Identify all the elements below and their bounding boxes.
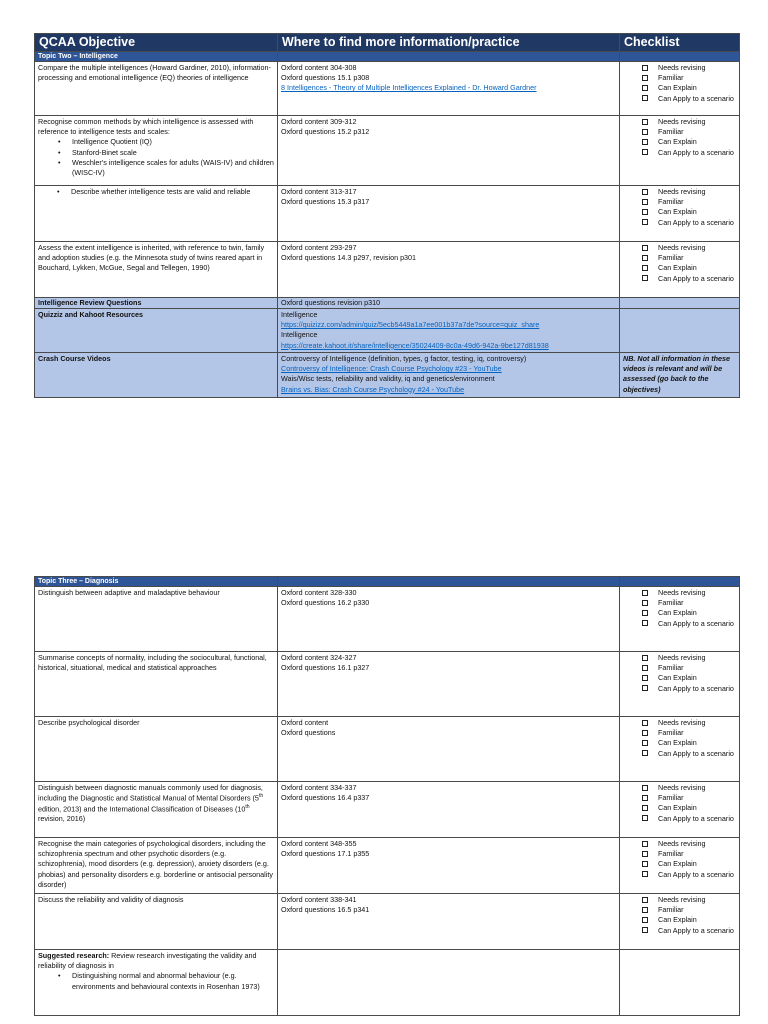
checkbox-icon[interactable] (642, 795, 648, 801)
checkbox-icon[interactable] (642, 255, 648, 261)
checkbox-icon[interactable] (642, 927, 648, 933)
objective-cell: Distinguish between adaptive and maladaptive behaviour (35, 587, 278, 652)
checklist-item[interactable]: Needs revising (642, 718, 736, 728)
objective-cell: Describe psychological disorder (35, 717, 278, 782)
quizziz-label: Quizziz and Kahoot Resources (35, 309, 278, 353)
checklist-item[interactable]: Familiar (642, 253, 736, 263)
info-cell: Oxford content Oxford questions (278, 717, 620, 782)
objective-cell (35, 186, 278, 242)
checklist-item[interactable]: Can Apply to a scenario (642, 148, 736, 158)
checkbox-icon[interactable] (642, 851, 648, 857)
research-row (35, 950, 740, 1016)
checklist-item[interactable]: Familiar (642, 905, 736, 915)
checklist-cell (620, 894, 740, 950)
checklist-item[interactable]: Can Explain (642, 915, 736, 925)
bullet-item: • Stanford-Binet scale (58, 148, 274, 158)
crash-course-note: NB. Not all information in these videos is relevant and will be assessed (go back to the objectives) (620, 353, 740, 398)
checklist-item[interactable]: Needs revising (642, 895, 736, 905)
crash-course-info: Controversy of Intelligence (definition, types, g factor, testing, iq, controversy) Controversy of Intelligence: Crash Course Psychology #23 - YouTube Wais/Wisc tests, reliability and validity, iq and genetics/environment Brains vs. Bias: Crash Course Psychology #24 - YouTube (278, 353, 620, 398)
checklist-item[interactable]: Can Explain (642, 859, 736, 869)
checkbox-icon[interactable] (642, 815, 648, 821)
checkbox-icon[interactable] (642, 785, 648, 791)
checkbox-icon[interactable] (642, 861, 648, 867)
checkbox-icon[interactable] (642, 805, 648, 811)
checklist-item[interactable]: Can Apply to a scenario (642, 274, 736, 284)
header-objective: QCAA Objective (35, 34, 278, 52)
checkbox-icon[interactable] (642, 199, 648, 205)
checklist-item[interactable]: Familiar (642, 73, 736, 83)
checklist-item[interactable]: Needs revising (642, 588, 736, 598)
checklist-item[interactable]: Needs revising (642, 783, 736, 793)
info-cell: Oxford content 328-330 Oxford questions 16.2 p330 (278, 587, 620, 652)
checklist-item[interactable]: Familiar (642, 728, 736, 738)
checkbox-icon[interactable] (642, 720, 648, 726)
quizizz-link[interactable]: https://quizizz.com/admin/quiz/5ecb5449a1a7ee001b37a7de?source=quiz_share (281, 320, 540, 330)
checkbox-icon[interactable] (642, 139, 648, 145)
topic-title: Topic Two – Intelligence (35, 52, 278, 62)
table-row (35, 62, 740, 116)
checklist-cell (620, 587, 740, 652)
bullet-item: • Describe whether intelligence tests are valid and reliable (57, 187, 274, 197)
info-cell: Oxford content 313-317 Oxford questions 15.3 p317 (278, 186, 620, 242)
checklist-cell (620, 62, 740, 116)
checklist-item[interactable]: Can Explain (642, 803, 736, 813)
checklist-item[interactable]: Needs revising (642, 117, 736, 127)
checklist-item[interactable]: Can Apply to a scenario (642, 218, 736, 228)
gardner-video-link[interactable]: 8 Intelligences - Theory of Multiple Intelligences Explained - Dr. Howard Gardner (281, 83, 537, 93)
kahoot-link[interactable]: https://create.kahoot.it/share/intelligence/35024409-8c0a-49d6-942a-9be127d81938 (281, 340, 549, 350)
table-row (35, 894, 740, 950)
checkbox-icon[interactable] (642, 129, 648, 135)
checkbox-icon[interactable] (642, 149, 648, 155)
checkbox-icon[interactable] (642, 610, 648, 616)
objective-cell: Recognise common methods by which intelligence is assessed with reference to intelligence tests and scales: • Intelligence Quotient (IQ) • Stanford-Binet scale • Weschler's intelligence scales for adults (WAIS-IV) and children (WISC-IV) (35, 116, 278, 186)
quizziz-row (35, 309, 740, 353)
checklist-item[interactable]: Familiar (642, 663, 736, 673)
checkbox-icon[interactable] (642, 245, 648, 251)
objective-cell: Summarise concepts of normality, including the sociocultural, functional, historical, situational, medical and statistical approaches (35, 652, 278, 717)
objective-cell: Assess the extent intelligence is inherited, with reference to twin, family and adoption studies (e.g. the Minnesota study of twins reared apart in Bouchard, Lykken, McGue, Segal and Tellegen, 1990) (35, 242, 278, 298)
checklist-item[interactable]: Needs revising (642, 653, 736, 663)
checkbox-icon[interactable] (642, 871, 648, 877)
objective-cell: Recognise the main categories of psychological disorders, including the schizophrenia spectrum and other psychotic disorders (e.g. schizophrenia), mood disorders (e.g. depression), anxiety disorders (e.g. phobias) and personality disorders e.g. borderline or antisocial personality disorder) (35, 838, 278, 894)
table-row (35, 652, 740, 717)
checklist-item[interactable]: Can Apply to a scenario (642, 814, 736, 824)
checkbox-icon[interactable] (642, 750, 648, 756)
checkbox-icon[interactable] (642, 917, 648, 923)
intelligence-table (34, 33, 740, 398)
checkbox-icon[interactable] (642, 275, 648, 281)
bullet-item: • Intelligence Quotient (IQ) (58, 137, 274, 147)
objective-cell: Discuss the reliability and validity of diagnosis (35, 894, 278, 950)
checkbox-icon[interactable] (642, 590, 648, 596)
info-line: Oxford content 304-308 (281, 63, 357, 72)
checklist-item[interactable]: Can Apply to a scenario (642, 684, 736, 694)
checklist-cell (620, 838, 740, 894)
topic-row (35, 577, 740, 587)
checklist-item[interactable]: Can Apply to a scenario (642, 926, 736, 936)
objective-cell: Distinguish between diagnostic manuals commonly used for diagnosis, including the Diagnostic and Statistical Manual of Mental Disorders (5th edition, 2013) and the International Classification of Diseases (10th revision, 2016) (35, 782, 278, 838)
checkbox-icon[interactable] (642, 685, 648, 691)
checklist-item[interactable]: Needs revising (642, 63, 736, 73)
table-row (35, 186, 740, 242)
checklist-cell (620, 782, 740, 838)
checkbox-icon[interactable] (642, 219, 648, 225)
info-cell: Oxford content 348-355 Oxford questions 17.1 p355 (278, 838, 620, 894)
checklist-item[interactable]: Can Explain (642, 673, 736, 683)
checkbox-icon[interactable] (642, 65, 648, 71)
table-row (35, 242, 740, 298)
topic-title: Topic Three – Diagnosis (35, 577, 278, 587)
diagnosis-table (34, 576, 740, 1016)
checkbox-icon[interactable] (642, 265, 648, 271)
bullet-item: • Weschler's intelligence scales for adults (WAIS-IV) and children (WISC-IV) (58, 158, 274, 178)
crash-course-23-link[interactable]: Controversy of Intelligence: Crash Course Psychology #23 - YouTube (281, 364, 502, 374)
checkbox-icon[interactable] (642, 85, 648, 91)
checklist-item[interactable]: Familiar (642, 197, 736, 207)
info-cell: Oxford content 338-341 Oxford questions 16.5 p341 (278, 894, 620, 950)
crash-course-label: Crash Course Videos (35, 353, 278, 398)
checkbox-icon[interactable] (642, 95, 648, 101)
info-cell: Oxford content 324-327 Oxford questions 16.1 p327 (278, 652, 620, 717)
crash-course-24-link[interactable]: Brains vs. Bias: Crash Course Psychology #24 - YouTube (281, 384, 465, 394)
checklist-cell (620, 717, 740, 782)
table-row (35, 587, 740, 652)
checkbox-icon[interactable] (642, 730, 648, 736)
checklist-item[interactable]: Can Explain (642, 207, 736, 217)
checkbox-icon[interactable] (642, 841, 648, 847)
checklist-item[interactable]: Familiar (642, 127, 736, 137)
checklist-cell (620, 116, 740, 186)
checklist-item[interactable]: Familiar (642, 849, 736, 859)
header-checklist: Checklist (620, 34, 740, 52)
checklist-item[interactable]: Can Apply to a scenario (642, 870, 736, 880)
header-info: Where to find more information/practice (278, 34, 620, 52)
checklist-item[interactable]: Needs revising (642, 243, 736, 253)
checklist-item[interactable]: Can Explain (642, 738, 736, 748)
checklist-item[interactable]: Needs revising (642, 187, 736, 197)
checklist-item[interactable]: Can Apply to a scenario (642, 749, 736, 759)
checkbox-icon[interactable] (642, 655, 648, 661)
table-row (35, 717, 740, 782)
checkbox-icon[interactable] (642, 665, 648, 671)
info-cell (278, 62, 620, 116)
checkbox-icon[interactable] (642, 620, 648, 626)
checkbox-icon[interactable] (642, 675, 648, 681)
checklist-item[interactable]: Can Explain (642, 137, 736, 147)
research-cell: Suggested research: Review research investigating the validity and reliability of diagnosis in • Distinguishing normal and abnormal behaviour (e.g. environments and behavioural contexts in Rosenhan 1973) (35, 950, 278, 1016)
checklist-item[interactable]: Can Explain (642, 608, 736, 618)
table-header-row (35, 34, 740, 52)
table-row (35, 116, 740, 186)
checkbox-icon[interactable] (642, 75, 648, 81)
table-row (35, 838, 740, 894)
review-label: Intelligence Review Questions (35, 298, 278, 309)
checklist-cell (620, 186, 740, 242)
checkbox-icon[interactable] (642, 119, 648, 125)
checkbox-icon[interactable] (642, 740, 648, 746)
checklist-item[interactable]: Can Explain (642, 83, 736, 93)
checklist-item[interactable]: Familiar (642, 793, 736, 803)
review-row (35, 298, 740, 309)
info-cell: Oxford content 293-297 Oxford questions 14.3 p297, revision p301 (278, 242, 620, 298)
checkbox-icon[interactable] (642, 189, 648, 195)
checklist-cell (620, 242, 740, 298)
crash-course-row (35, 353, 740, 398)
checkbox-icon[interactable] (642, 209, 648, 215)
checklist-item[interactable]: Can Explain (642, 263, 736, 273)
info-cell: Oxford content 309-312 Oxford questions 15.2 p312 (278, 116, 620, 186)
bullet-item: • Distinguishing normal and abnormal behaviour (e.g. environments and behavioural contexts in Rosenhan 1973) (58, 971, 274, 991)
review-info: Oxford questions revision p310 (278, 298, 620, 309)
table-row (35, 782, 740, 838)
checkbox-icon[interactable] (642, 897, 648, 903)
checklist-item[interactable]: Needs revising (642, 839, 736, 849)
checklist-item[interactable]: Can Apply to a scenario (642, 94, 736, 104)
objective-cell: Compare the multiple intelligences (Howard Gardiner, 2010), information-processing and emotional intelligence (EQ) theories of intelligence (35, 62, 278, 116)
checkbox-icon[interactable] (642, 907, 648, 913)
quizziz-info: Intelligence https://quizizz.com/admin/quiz/5ecb5449a1a7ee001b37a7de?source=quiz_share Intelligence https://create.kahoot.it/share/intelligence/35024409-8c0a-49d6-942a-9be127d81938 (278, 309, 620, 353)
checklist-item[interactable]: Can Apply to a scenario (642, 619, 736, 629)
info-cell: Oxford content 334-337 Oxford questions 16.4 p337 (278, 782, 620, 838)
checklist-item[interactable]: Familiar (642, 598, 736, 608)
info-line: Oxford questions 15.1 p308 (281, 73, 370, 83)
checkbox-icon[interactable] (642, 600, 648, 606)
topic-row (35, 52, 740, 62)
checklist-cell (620, 652, 740, 717)
